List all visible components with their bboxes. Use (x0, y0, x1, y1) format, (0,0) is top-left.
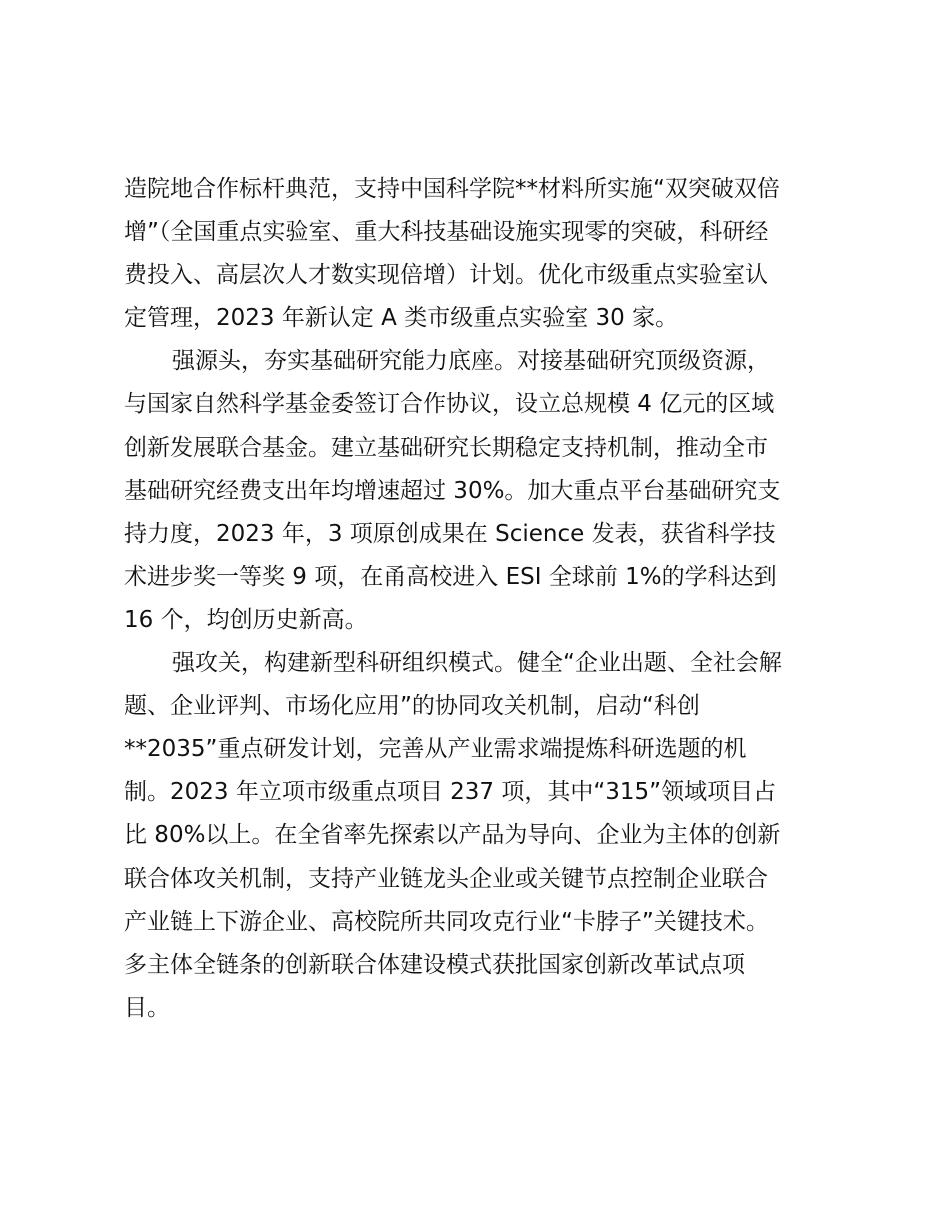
text-line: 与国家自然科学基金委签订合作协议，设立总规模 4 亿元的区域 (124, 391, 775, 418)
text-line: 目。 (124, 994, 170, 1021)
document-body (124, 168, 844, 1030)
text-line: 定管理，2023 年新认定 A 类市级重点实验室 30 家。 (124, 305, 679, 332)
text-line: 基础研究经费支出年均增速超过 30%。加大重点平台基础研究支 (124, 477, 781, 504)
text-line: 比 80%以上。在全省率先探索以产品为导向、企业为主体的创新 (124, 822, 781, 849)
text-line: 造院地合作标杆典范，支持中国科学院**材料所实施“双突破双倍 (124, 176, 780, 202)
text-line: 题、企业评判、市场化应用”的协同攻关机制，启动“科创 (124, 693, 700, 720)
paragraph-first-line: 强攻关，构建新型科研组织模式。健全“企业出题、全社会解 (172, 650, 782, 677)
text-line: 增”（全国重点实验室、重大科技基础设施实现零的突破，科研经 (124, 219, 769, 246)
text-line: **2035”重点研发计划，完善从产业需求端提炼科研选题的机 (124, 736, 747, 763)
text-line: 16 个，均创历史新高。 (124, 606, 368, 633)
text-line: 制。2023 年立项市级重点项目 237 项，其中“315”领域项目占 (124, 779, 777, 806)
text-line: 持力度，2023 年，3 项原创成果在 Science 发表，获省科学技 (124, 520, 776, 547)
text-line: 产业链上下游企业、高校院所共同攻克行业“卡脖子”关键技术。 (124, 908, 769, 935)
text-line: 联合体攻关机制，支持产业链龙头企业或关键节点控制企业联合 (124, 865, 768, 892)
text-line: 费投入、高层次人才数实现倍增）计划。优化市级重点实验室认 (124, 262, 768, 289)
paragraph-first-line: 强源头，夯实基础研究能力底座。对接基础研究顶级资源， (172, 348, 770, 375)
text-line: 多主体全链条的创新联合体建设模式获批国家创新改革试点项 (124, 951, 745, 978)
text-line: 术进步奖一等奖 9 项，在甬高校进入 ESI 全球前 1%的学科达到 (124, 563, 777, 590)
text-line: 创新发展联合基金。建立基础研究长期稳定支持机制，推动全市 (124, 434, 768, 461)
